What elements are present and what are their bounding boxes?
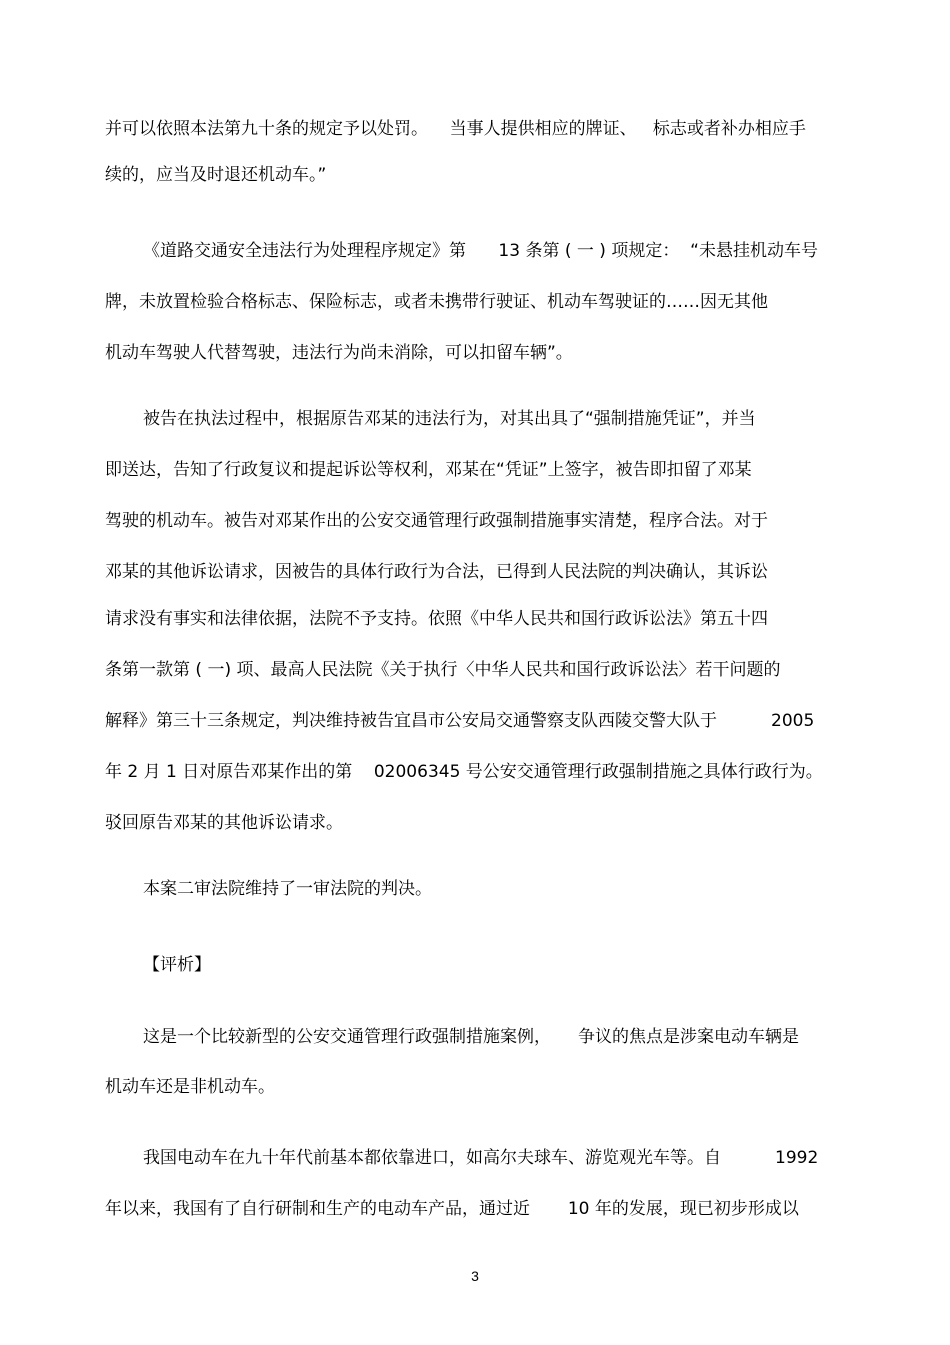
text-line: 并可以依照本法第九十条的规定予以处罚。 当事人提供相应的牌证、 标志或者补办相应手 xyxy=(105,119,806,139)
text-line: 本案二审法院维持了一审法院的判决。 xyxy=(143,879,432,899)
text-line: 年 2 月 1 日对原告邓某作出的第 02006345 号公安交通管理行政强制措施之具体行政行为。 xyxy=(105,762,823,782)
text-line: 驳回原告邓某的其他诉讼请求。 xyxy=(105,813,343,833)
text-line: 即送达，告知了行政复议和提起诉讼等权利，邓某在“凭证”上签字，被告即扣留了邓某 xyxy=(105,460,752,480)
text-line: 机动车还是非机动车。 xyxy=(105,1077,275,1097)
text-line: 年以来，我国有了自行研制和生产的电动车产品，通过近 10 年的发展，现已初步形成以 xyxy=(105,1199,799,1219)
text-line: 牌，未放置检验合格标志、保险标志，或者未携带行驶证、机动车驾驶证的……因无其他 xyxy=(105,292,768,312)
text-line: 这是一个比较新型的公安交通管理行政强制措施案例， 争议的焦点是涉案电动车辆是 xyxy=(143,1027,800,1047)
section-heading: 【评析】 xyxy=(143,955,211,975)
text-line: 《道路交通安全违法行为处理程序规定》第 13 条第 ( 一 ) 项规定： “未悬挂机动车号 xyxy=(143,241,818,261)
page-number: 3 xyxy=(471,1268,479,1284)
text-line: 请求没有事实和法律依据，法院不予支持。依照《中华人民共和国行政诉讼法》第五十四 xyxy=(105,609,768,629)
text-line: 解释》第三十三条规定，判决维持被告宜昌市公安局交通警察支队西陵交警大队于 2005 xyxy=(105,711,815,731)
text-line: 我国电动车在九十年代前基本都依靠进口，如高尔夫球车、游览观光车等。自 1992 xyxy=(143,1148,819,1168)
text-line: 邓某的其他诉讼请求，因被告的具体行政行为合法，已得到人民法院的判决确认，其诉讼 xyxy=(105,562,768,582)
text-line: 条第一款第 ( 一) 项、最高人民法院《关于执行〈中华人民共和国行政诉讼法〉若干问题的 xyxy=(105,660,781,680)
text-line: 驾驶的机动车。被告对邓某作出的公安交通管理行政强制措施事实清楚，程序合法。对于 xyxy=(105,511,768,531)
text-line: 机动车驾驶人代替驾驶，违法行为尚未消除，可以扣留车辆”。 xyxy=(105,343,573,363)
text-line: 被告在执法过程中，根据原告邓某的违法行为，对其出具了“强制措施凭证”，并当 xyxy=(143,409,756,429)
text-line: 续的，应当及时退还机动车。” xyxy=(105,165,327,185)
